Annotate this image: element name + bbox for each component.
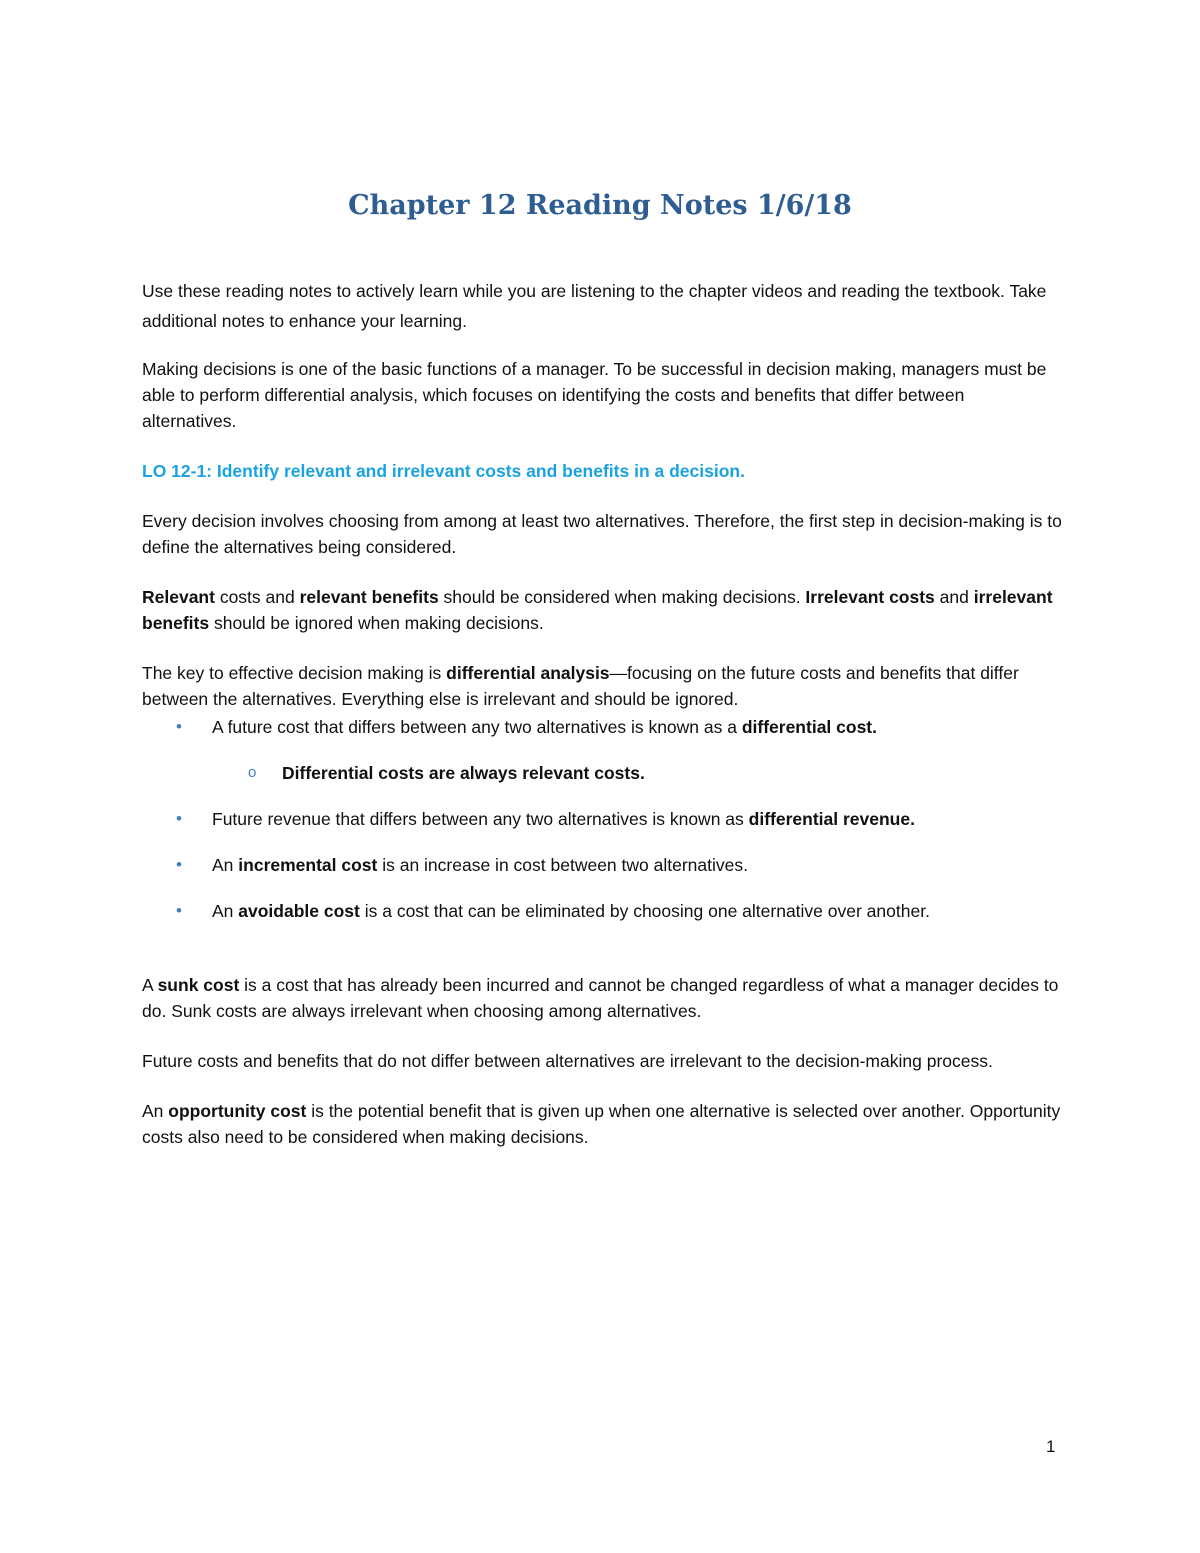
term-differential-cost: differential cost. <box>741 717 877 737</box>
term-differential-analysis: differential analysis <box>446 663 610 683</box>
bullet-icon: • <box>176 717 182 736</box>
document-body <box>142 276 1062 1174</box>
text-span: A future cost that differs between any two alternatives is known as a <box>212 717 742 737</box>
term-differential-revenue: differential revenue. <box>748 809 915 829</box>
text-span: A <box>142 975 158 995</box>
text-span: is the potential benefit that is given up when one alternative is selected over another. Opportunity costs also need to be considered when making decisions. <box>142 1101 1061 1147</box>
future-costs-paragraph: Future costs and benefits that do not differ between alternatives are irrelevant to the decision-making process. <box>142 1051 993 1071</box>
text-span: An <box>142 1101 169 1121</box>
sunk-cost-paragraph <box>142 972 1062 1024</box>
list-item <box>142 852 1062 878</box>
decisions-paragraph: Making decisions is one of the basic functions of a manager. To be successful in decision making, managers must be able to perform differential analysis, which focuses on identifying the costs and benefits that differ between alternatives. <box>142 359 1047 431</box>
term-irrelevant-benefits: irrelevant benefits <box>142 587 1053 633</box>
sub-list-item <box>212 760 1062 786</box>
bullet-list <box>142 714 1062 924</box>
differential-analysis-paragraph <box>142 660 1062 712</box>
list-item <box>142 806 1062 832</box>
term-incremental-cost: incremental cost <box>238 855 378 875</box>
term-avoidable-cost: avoidable cost <box>238 901 360 921</box>
text-span: is a cost that can be eliminated by choosing one alternative over another. <box>359 901 930 921</box>
term-sunk-cost: sunk cost <box>157 975 240 995</box>
intro-paragraph: Use these reading notes to actively learn while you are listening to the chapter videos and reading the textbook. Take additional notes to enhance your learning. <box>142 281 1047 331</box>
text-span: —focusing on the future costs and benefits that differ between the alternatives. Everything else is irrelevant and should be ignored. <box>142 663 1019 709</box>
opportunity-cost-paragraph <box>142 1098 1062 1150</box>
text-span: and <box>934 587 974 607</box>
bullet-icon: • <box>176 855 182 874</box>
text-span: Future revenue that differs between any two alternatives is known as <box>212 809 749 829</box>
page-number: 1 <box>1046 1437 1056 1456</box>
text-span: should be ignored when making decisions. <box>209 613 544 633</box>
text-span: is a cost that has already been incurred and cannot be changed regardless of what a manager decides to do. Sunk costs are always irrelevant when choosing among alternatives. <box>142 975 1059 1021</box>
text-span: costs and <box>214 587 300 607</box>
term-relevant: Relevant <box>142 587 215 607</box>
circle-bullet-icon: o <box>248 764 257 781</box>
relevant-costs-paragraph <box>142 584 1062 636</box>
term-opportunity-cost: opportunity cost <box>168 1101 307 1121</box>
text-span: is an increase in cost between two alternatives. <box>377 855 748 875</box>
text-span: should be considered when making decisions. <box>438 587 806 607</box>
term-irrelevant-costs: Irrelevant costs <box>805 587 935 607</box>
text-span: An <box>212 901 239 921</box>
text-span: An <box>212 855 239 875</box>
bullet-icon: • <box>176 901 182 920</box>
page-title: Chapter 12 Reading Notes 1/6/18 <box>348 190 852 221</box>
list-item <box>142 898 1062 924</box>
term-relevant-benefits: relevant benefits <box>299 587 439 607</box>
bullet-icon: • <box>176 809 182 828</box>
text-span: The key to effective decision making is <box>142 663 447 683</box>
sub-list-text: Differential costs are always relevant costs. <box>282 763 645 783</box>
learning-objective-heading: LO 12-1: Identify relevant and irrelevant costs and benefits in a decision. <box>142 461 745 481</box>
sub-bullet-list <box>212 760 1062 786</box>
alternatives-paragraph: Every decision involves choosing from among at least two alternatives. Therefore, the first step in decision-making is to define the alternatives being considered. <box>142 511 1062 557</box>
list-item <box>142 714 1062 786</box>
